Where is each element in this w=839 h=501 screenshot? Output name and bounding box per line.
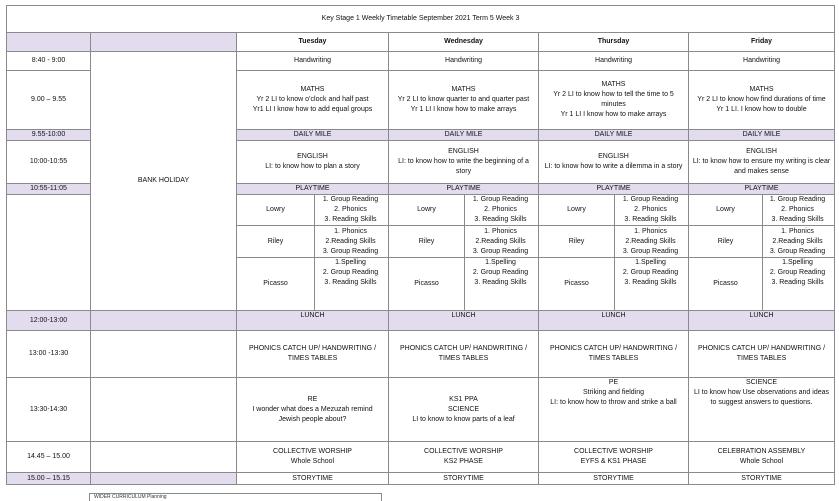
group-activities: 1. Phonics 2.Reading Skills 3. Group Reading	[465, 226, 539, 258]
storytime-wednesday: STORYTIME	[389, 473, 539, 485]
phonics-friday: PHONICS CATCH UP/ HANDWRITING / TIMES TABLES	[689, 331, 835, 378]
group-name: Picasso	[689, 258, 763, 311]
day-header-row	[7, 33, 835, 52]
learning-intention: Yr 1 LI. I know how to double	[716, 106, 807, 113]
timetable-sheet	[6, 5, 834, 485]
group-name: Riley	[389, 226, 465, 258]
worship-thursday: COLLECTIVE WORSHIP EYFS & KS1 PHASE	[539, 442, 689, 473]
handwriting-friday: Handwriting	[689, 52, 835, 71]
worship-wednesday: COLLECTIVE WORSHIP KS2 PHASE	[389, 442, 539, 473]
storytime-tuesday: STORYTIME	[237, 473, 389, 485]
time-cell: 14.45 – 15.00	[7, 442, 91, 473]
group-name: Riley	[689, 226, 763, 258]
learning-intention: I wonder what does a Mezuzah remind	[252, 405, 373, 413]
lunch-friday: LUNCH	[689, 311, 835, 331]
group-activities: 1. Group Reading 2. Phonics 3. Reading Skills	[315, 195, 389, 226]
learning-intention: Yr 2 LI to know quarter to and quarter past	[397, 96, 530, 103]
lesson-title: ENGLISH	[598, 153, 629, 160]
playtime-wednesday: PLAYTIME	[389, 184, 539, 195]
time-cell: 9.55-10:00	[7, 130, 91, 141]
learning-intention: Jewish people about?	[278, 415, 347, 423]
daily-mile-friday: DAILY MILE	[689, 130, 835, 141]
english-thursday	[539, 141, 689, 184]
learning-intention: LI: to know how to plan a story	[265, 163, 360, 170]
monday-blank	[91, 311, 237, 331]
lesson-subject: SCIENCE	[447, 405, 480, 413]
wider-curriculum-note: WIDER CURRICULUM Planning	[89, 493, 382, 501]
phonics-thursday: PHONICS CATCH UP/ HANDWRITING / TIMES TABLES	[539, 331, 689, 378]
group-name: Riley	[539, 226, 615, 258]
time-cell: 9.00 – 9.55	[7, 71, 91, 130]
group-name: Lowry	[689, 195, 763, 226]
row-worship	[7, 442, 835, 473]
lesson-title: MATHS	[451, 86, 476, 93]
group-name: Picasso	[237, 258, 315, 311]
monday-blank	[91, 331, 237, 378]
english-wednesday	[389, 141, 539, 184]
learning-intention: Yr 1 LI I know how to make arrays	[560, 111, 667, 118]
learning-intention: Yr1 LI I know how to add equal groups	[252, 106, 373, 113]
learning-intention: Yr 2 LI to know o’clock and half past	[256, 96, 369, 103]
storytime-friday: STORYTIME	[689, 473, 835, 485]
maths-thursday	[539, 71, 689, 130]
corner-cell	[7, 33, 91, 52]
timetable-title: Key Stage 1 Weekly Timetable September 2021 Term 5 Week 3	[7, 6, 835, 33]
row-phonics	[7, 331, 835, 378]
monday-blank	[91, 378, 237, 442]
storytime-thursday: STORYTIME	[539, 473, 689, 485]
time-cell: 12:00-13:00	[7, 311, 91, 331]
english-friday	[689, 141, 835, 184]
day-header-thursday: Thursday	[539, 33, 689, 52]
learning-intention: LI: to know how to write a dilemma in a story	[544, 163, 683, 170]
group-activities: 1.Spelling 2. Group Reading 3. Reading Skills	[465, 258, 539, 311]
group-name: Picasso	[539, 258, 615, 311]
lesson-title: ENGLISH	[448, 148, 479, 155]
daily-mile-thursday: DAILY MILE	[539, 130, 689, 141]
monday-blank	[91, 442, 237, 473]
daily-mile-wednesday: DAILY MILE	[389, 130, 539, 141]
phonics-wednesday: PHONICS CATCH UP/ HANDWRITING / TIMES TABLES	[389, 331, 539, 378]
time-cell: 10:55-11:05	[7, 184, 91, 195]
monday-header-cell	[91, 33, 237, 52]
daily-mile-tuesday: DAILY MILE	[237, 130, 389, 141]
group-activities: 1. Group Reading 2. Phonics 3. Reading Skills	[615, 195, 689, 226]
group-activities: 1. Phonics 2.Reading Skills 3. Group Reading	[763, 226, 835, 258]
lunch-tuesday: LUNCH	[237, 311, 389, 331]
group-activities: 1.Spelling 2. Group Reading 3. Reading Skills	[615, 258, 689, 311]
worship-tuesday: COLLECTIVE WORSHIP Whole School	[237, 442, 389, 473]
time-cell: 13:30-14:30	[7, 378, 91, 442]
afternoon-tuesday	[237, 378, 389, 442]
lesson-title: KS1 PPA	[449, 395, 478, 403]
lesson-title: ENGLISH	[297, 153, 328, 160]
playtime-friday: PLAYTIME	[689, 184, 835, 195]
row-storytime	[7, 473, 835, 485]
lesson-title: RE	[307, 395, 318, 403]
group-name: Lowry	[389, 195, 465, 226]
day-header-tuesday: Tuesday	[237, 33, 389, 52]
title-row	[7, 6, 835, 33]
afternoon-friday	[689, 378, 835, 442]
group-name: Picasso	[389, 258, 465, 311]
group-activities: 1. Group Reading 2. Phonics 3. Reading Skills	[465, 195, 539, 226]
learning-intention: LI to know to know parts of a leaf	[412, 415, 515, 423]
group-activities: 1. Phonics 2.Reading Skills 3. Group Reading	[615, 226, 689, 258]
learning-intention: LI: to know how to throw and strike a ball	[550, 399, 677, 406]
handwriting-thursday: Handwriting	[539, 52, 689, 71]
afternoon-wednesday	[389, 378, 539, 442]
group-name: Lowry	[539, 195, 615, 226]
phonics-tuesday: PHONICS CATCH UP/ HANDWRITING / TIMES TABLES	[237, 331, 389, 378]
group-activities: 1. Group Reading 2. Phonics 3. Reading Skills	[763, 195, 835, 226]
handwriting-wednesday: Handwriting	[389, 52, 539, 71]
lunch-thursday: LUNCH	[539, 311, 689, 331]
row-afternoon	[7, 378, 835, 442]
playtime-thursday: PLAYTIME	[539, 184, 689, 195]
maths-tuesday	[237, 71, 389, 130]
time-cell-blank	[7, 195, 91, 311]
row-handwriting	[7, 52, 835, 71]
english-tuesday	[237, 141, 389, 184]
monday-blank	[91, 473, 237, 485]
lesson-subject: Striking and fielding	[582, 389, 645, 396]
time-cell: 8:40 - 9:00	[7, 52, 91, 71]
maths-friday	[689, 71, 835, 130]
bank-holiday-cell: BANK HOLIDAY	[91, 52, 237, 311]
timetable-table	[6, 5, 835, 485]
lesson-title: MATHS	[601, 81, 626, 88]
time-cell: 10:00-10:55	[7, 141, 91, 184]
time-cell: 13:00 -13:30	[7, 331, 91, 378]
learning-intention: LI to know how Use observations and ideas to suggest answers to questions.	[693, 389, 830, 406]
group-name: Lowry	[237, 195, 315, 226]
playtime-tuesday: PLAYTIME	[237, 184, 389, 195]
learning-intention: Yr 1 LI I know how to make arrays	[410, 106, 517, 113]
day-header-friday: Friday	[689, 33, 835, 52]
learning-intention: Yr 2 LI to know how to tell the time to 5 minutes	[553, 91, 674, 108]
learning-intention: LI: to know how to ensure my writing is clear and makes sense	[692, 158, 831, 175]
group-name: Riley	[237, 226, 315, 258]
lesson-title: MATHS	[300, 86, 325, 93]
group-activities: 1. Phonics 2.Reading Skills 3. Group Reading	[315, 226, 389, 258]
worship-friday: CELEBRATION ASSEMBLY Whole School	[689, 442, 835, 473]
learning-intention: LI: to know how to write the beginning of a story	[398, 158, 529, 175]
lesson-title: SCIENCE	[745, 379, 778, 386]
lesson-title: PE	[608, 379, 619, 386]
maths-wednesday	[389, 71, 539, 130]
time-cell: 15.00 – 15.15	[7, 473, 91, 485]
lesson-title: MATHS	[749, 86, 774, 93]
day-header-wednesday: Wednesday	[389, 33, 539, 52]
afternoon-thursday	[539, 378, 689, 442]
group-activities: 1.Spelling 2. Group Reading 3. Reading Skills	[315, 258, 389, 311]
group-activities: 1.Spelling 2. Group Reading 3. Reading Skills	[763, 258, 835, 311]
lesson-title: ENGLISH	[746, 148, 777, 155]
lunch-wednesday: LUNCH	[389, 311, 539, 331]
learning-intention: Yr 2 LI to know how find durations of time	[697, 96, 826, 103]
row-lunch	[7, 311, 835, 331]
handwriting-tuesday: Handwriting	[237, 52, 389, 71]
